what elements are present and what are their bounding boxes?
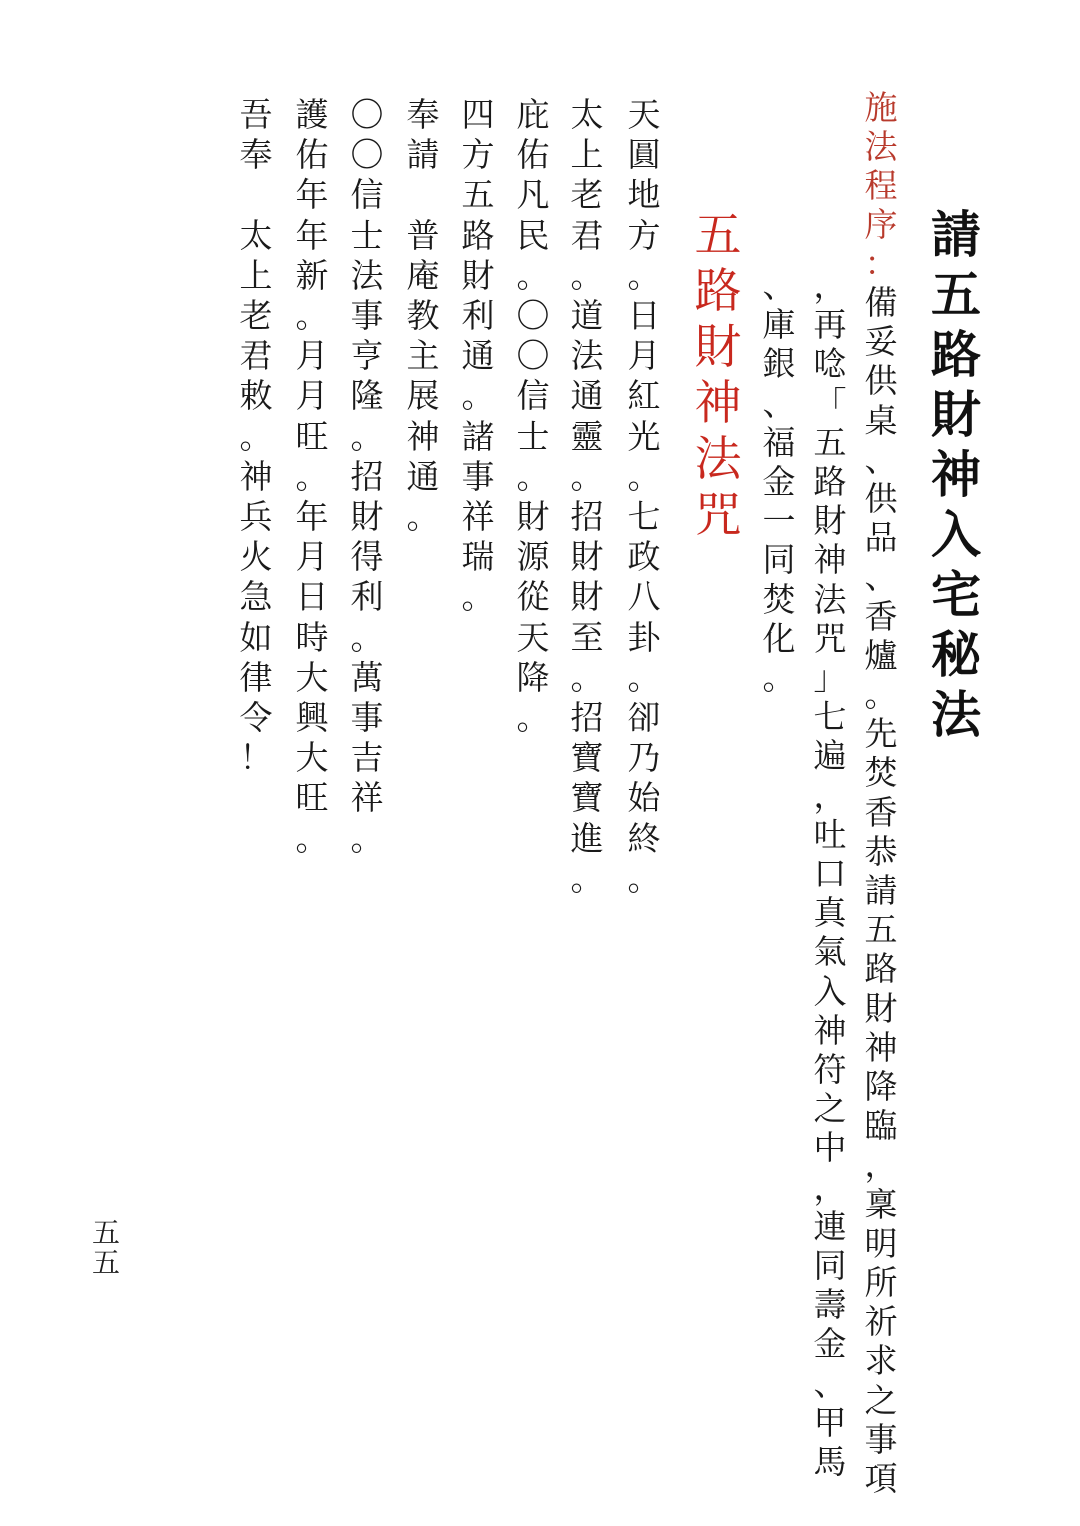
procedure-line-1-char: 妥 — [864, 322, 898, 362]
spell-line-2-char: 法 — [570, 336, 604, 376]
spell-line-6-char: 信 — [350, 175, 384, 215]
spell-line-2-char: 靈 — [570, 416, 604, 456]
spell-line-1-char: 。 — [627, 858, 661, 898]
spell-line-8-char: 太 — [239, 215, 273, 255]
spell-line-3 — [509, 95, 557, 738]
spell-line-5-char: 。 — [406, 497, 440, 537]
spell-line-2-char: 招 — [570, 698, 604, 738]
procedure-line-2-char: 甲 — [813, 1402, 847, 1442]
spell-line-3-char: 佑 — [516, 135, 550, 175]
spell-title-char: 神 — [694, 376, 742, 431]
page-number — [88, 1218, 124, 1278]
procedure-line-2-char: 真 — [813, 893, 847, 933]
spell-line-3-char: 民 — [516, 215, 550, 255]
spell-line-7-char: 旺 — [295, 778, 329, 818]
spell-line-3-char: 士 — [516, 416, 550, 456]
spell-line-1 — [620, 95, 668, 899]
spell-line-1-char: 地 — [627, 175, 661, 215]
spell-line-6-char: 。 — [350, 617, 384, 657]
procedure-line-1-char: 求 — [864, 1341, 898, 1381]
spell-line-5-char: 奉 — [406, 95, 440, 134]
spell-line-1-char: 。 — [627, 255, 661, 295]
spell-title-char: 咒 — [694, 488, 742, 543]
procedure-paragraph — [857, 88, 905, 1498]
spell-line-4-char: 方 — [461, 135, 495, 175]
spell-line-6-char: 〇 — [350, 135, 384, 175]
spell-line-1-char: 紅 — [627, 376, 661, 416]
spell-line-6 — [343, 95, 391, 859]
page-title-char: 宅 — [931, 566, 981, 624]
procedure-label-char: 序 — [864, 205, 898, 244]
procedure-line-1-char: 桌 — [864, 400, 898, 440]
spell-line-6-char: 亨 — [350, 336, 384, 376]
procedure-line-1-char: 品 — [864, 518, 898, 558]
spell-line-6-char: 利 — [350, 577, 384, 617]
spell-line-5-char: 通 — [406, 456, 440, 496]
spell-line-4-char: 。 — [461, 577, 495, 617]
procedure-line-3-char: 福 — [762, 422, 796, 462]
procedure-line-3 — [755, 266, 803, 697]
spell-line-8-char: 敕 — [239, 376, 273, 416]
spell-line-1-char: 終 — [627, 818, 661, 858]
spell-line-3-char: 降 — [516, 657, 550, 697]
page-title-char: 神 — [931, 446, 981, 504]
procedure-line-2-char: 咒 — [813, 618, 847, 658]
spell-line-6-char: 。 — [350, 818, 384, 858]
procedure-label-char: 程 — [864, 166, 898, 205]
procedure-line-2-char: 再 — [813, 305, 847, 345]
spell-line-2-char: 財 — [570, 537, 604, 577]
procedure-line-2-char: 、 — [813, 1363, 847, 1403]
spell-line-8-char: 急 — [239, 577, 273, 617]
spell-line-6-char: 事 — [350, 698, 384, 738]
spell-line-2-char: 太 — [570, 95, 604, 134]
procedure-label-char: 法 — [864, 127, 898, 166]
spell-line-4 — [454, 95, 502, 618]
spell-line-2-char: 上 — [570, 135, 604, 175]
spell-line-6-char: 法 — [350, 255, 384, 295]
spell-line-2-char: 至 — [570, 617, 604, 657]
procedure-label — [865, 88, 898, 283]
procedure-line-1-char: 項 — [864, 1459, 898, 1499]
procedure-label-char: 施 — [864, 88, 898, 127]
procedure-line-2-char: 金 — [813, 1324, 847, 1364]
page-title-char: 財 — [931, 386, 981, 444]
spell-line-2-char: 。 — [570, 255, 604, 295]
procedure-line-2-char: 吐 — [813, 814, 847, 854]
procedure-line-3-char: 金 — [762, 462, 796, 502]
spell-line-5 — [399, 95, 447, 537]
spell-line-5-char: 教 — [406, 296, 440, 336]
procedure-line-3-char: 。 — [762, 658, 796, 698]
spell-line-1-char: 卻 — [627, 698, 661, 738]
procedure-line-1-char: 降 — [864, 1067, 898, 1107]
procedure-line-1-char: 焚 — [864, 753, 898, 793]
spell-line-7-char: 。 — [295, 456, 329, 496]
spell-line-2-char: 老 — [570, 175, 604, 215]
spell-line-5-char — [407, 175, 440, 215]
spell-line-2-char: 道 — [570, 296, 604, 336]
spell-line-7-char: 新 — [295, 255, 329, 295]
spell-line-4-char: 。 — [461, 376, 495, 416]
spell-line-7-char: 大 — [295, 657, 329, 697]
spell-line-6-char: 財 — [350, 497, 384, 537]
procedure-line-3-char: 銀 — [762, 344, 796, 384]
spell-title-char: 財 — [694, 320, 742, 375]
spell-line-1-char: 。 — [627, 456, 661, 496]
spell-line-7-char: 大 — [295, 738, 329, 778]
spell-line-3-char: 。 — [516, 698, 550, 738]
procedure-line-2-char: 財 — [813, 501, 847, 541]
procedure-line-2-char: 入 — [813, 971, 847, 1011]
procedure-line-3-char: 同 — [762, 540, 796, 580]
page-title-char: 秘 — [931, 626, 981, 684]
procedure-line-1-char: 供 — [864, 361, 898, 401]
spell-line-8-char: ！ — [239, 738, 273, 778]
procedure-line-2-char: 五 — [813, 422, 847, 462]
spell-line-4-char: 祥 — [461, 497, 495, 537]
procedure-line-2-char: 口 — [813, 854, 847, 894]
spell-line-4-char: 諸 — [461, 416, 495, 456]
spell-line-6-char: 萬 — [350, 657, 384, 697]
spell-line-4-char: 財 — [461, 255, 495, 295]
page-number-char: 五 — [91, 1216, 120, 1249]
procedure-line-2-char: ， — [813, 775, 847, 815]
spell-line-6-char: 士 — [350, 215, 384, 255]
spell-line-4-char: 四 — [461, 95, 495, 134]
spell-line-7-char: 年 — [295, 497, 329, 537]
spell-line-2-char: 。 — [570, 456, 604, 496]
procedure-line-2-char: 馬 — [813, 1442, 847, 1482]
spell-title-char: 五 — [694, 208, 742, 263]
procedure-line-1-char: 神 — [864, 1027, 898, 1067]
spell-line-1-char: 光 — [627, 416, 661, 456]
spell-title-char: 路 — [694, 264, 742, 319]
procedure-line-2-char: 」 — [813, 658, 847, 698]
spell-line-7-char: 月 — [295, 376, 329, 416]
page-title-char: 法 — [931, 686, 981, 744]
spell-line-8-char — [240, 175, 273, 215]
procedure-line-2-char: ， — [813, 266, 847, 305]
spell-line-1-char: 日 — [627, 296, 661, 336]
spell-line-7-char: 時 — [295, 617, 329, 657]
spell-line-1-char: 始 — [627, 778, 661, 818]
spell-line-1-char: 天 — [627, 95, 661, 134]
spell-line-7-char: 月 — [295, 537, 329, 577]
spell-line-6-char: 吉 — [350, 738, 384, 778]
spell-line-8-char: 老 — [239, 296, 273, 336]
spell-title-char: 法 — [694, 432, 742, 487]
procedure-line-1-char: 之 — [864, 1380, 898, 1420]
procedure-line-2-char: 之 — [813, 1089, 847, 1129]
procedure-line-2-char: 符 — [813, 1050, 847, 1090]
procedure-line-3-char: 庫 — [762, 305, 796, 345]
spell-line-6-char: 隆 — [350, 376, 384, 416]
procedure-line-2-char: 遍 — [813, 736, 847, 776]
procedure-line-1-char: 稟 — [864, 1184, 898, 1224]
spell-line-6-char: 得 — [350, 537, 384, 577]
procedure-line-1-char: 明 — [864, 1223, 898, 1263]
procedure-line-1-char: 供 — [864, 479, 898, 519]
spell-line-3-char: 。 — [516, 255, 550, 295]
spell-line-2-char: 寶 — [570, 738, 604, 778]
procedure-line-2-char: 同 — [813, 1246, 847, 1286]
page-number-char: 五 — [91, 1246, 120, 1279]
spell-line-1-char: 八 — [627, 577, 661, 617]
spell-line-1-char: 。 — [627, 657, 661, 697]
spell-line-2-char: 寶 — [570, 778, 604, 818]
procedure-line-1-char: 五 — [864, 910, 898, 950]
spell-line-7-char: 興 — [295, 698, 329, 738]
spell-line-7-char: 護 — [295, 95, 329, 134]
spell-line-3-char: 財 — [516, 497, 550, 537]
spell-line-3-char: 。 — [516, 456, 550, 496]
spell-line-8-char: 令 — [239, 698, 273, 738]
spell-line-7-char: 旺 — [295, 416, 329, 456]
procedure-label-char: ： — [864, 244, 898, 283]
procedure-line-2-char: 氣 — [813, 932, 847, 972]
spell-line-5-char: 庵 — [406, 255, 440, 295]
spell-line-8-char: 如 — [239, 617, 273, 657]
page-title-char: 入 — [931, 506, 981, 564]
spell-line-4-char: 利 — [461, 296, 495, 336]
spell-line-1-char: 卦 — [627, 617, 661, 657]
procedure-line-1 — [865, 283, 898, 1498]
spell-line-1-char: 方 — [627, 215, 661, 255]
procedure-line-2-char: 中 — [813, 1128, 847, 1168]
spell-line-6-char: 招 — [350, 456, 384, 496]
procedure-line-2-char: 神 — [813, 540, 847, 580]
spell-line-2 — [563, 95, 611, 899]
procedure-line-1-char: 香 — [864, 792, 898, 832]
spell-line-6-char: 。 — [350, 416, 384, 456]
spell-line-4-char: 通 — [461, 336, 495, 376]
spell-line-3-char: 從 — [516, 577, 550, 617]
page-title-char: 五 — [931, 266, 981, 324]
procedure-line-2 — [806, 266, 854, 1481]
spell-line-2-char: 君 — [570, 215, 604, 255]
spell-line-2-char: 財 — [570, 577, 604, 617]
spell-line-1-char: 乃 — [627, 738, 661, 778]
procedure-line-2-char: 路 — [813, 462, 847, 502]
procedure-line-1-char: 香 — [864, 596, 898, 636]
spell-line-3-char: 信 — [516, 376, 550, 416]
spell-line-5-char: 普 — [406, 215, 440, 255]
spell-line-4-char: 路 — [461, 215, 495, 255]
spell-line-1-char: 圓 — [627, 135, 661, 175]
procedure-line-1-char: 、 — [864, 439, 898, 479]
spell-line-8-char: 神 — [239, 456, 273, 496]
spell-line-5-char: 主 — [406, 336, 440, 376]
spell-line-8-char: 律 — [239, 657, 273, 697]
procedure-line-2-char: 「 — [813, 383, 847, 423]
page-title — [926, 205, 986, 745]
spell-line-5-char: 請 — [406, 135, 440, 175]
spell-line-7-char: 年 — [295, 215, 329, 255]
spell-line-3-char: 源 — [516, 537, 550, 577]
spell-line-8-char: 。 — [239, 416, 273, 456]
spell-line-2-char: 招 — [570, 497, 604, 537]
spell-line-7-char: 年 — [295, 175, 329, 215]
procedure-line-2-char: 壽 — [813, 1285, 847, 1325]
procedure-line-1-char: 事 — [864, 1419, 898, 1459]
spell-line-8-char: 上 — [239, 255, 273, 295]
procedure-line-1-char: 恭 — [864, 831, 898, 871]
spell-line-4-char: 五 — [461, 175, 495, 215]
procedure-line-2-char: 連 — [813, 1206, 847, 1246]
spell-line-1-char: 月 — [627, 336, 661, 376]
procedure-line-1-char: 備 — [864, 283, 898, 322]
procedure-line-1-char: 祈 — [864, 1302, 898, 1342]
procedure-line-2-char: 七 — [813, 697, 847, 737]
procedure-line-2-char: 唸 — [813, 344, 847, 384]
spell-line-7-char: 月 — [295, 336, 329, 376]
spell-line-6-char: 事 — [350, 296, 384, 336]
procedure-line-2-char: ， — [813, 1167, 847, 1207]
spell-title — [688, 208, 748, 544]
procedure-line-1-char: 爐 — [864, 635, 898, 675]
procedure-line-2-char: 神 — [813, 1010, 847, 1050]
spell-line-1-char: 政 — [627, 537, 661, 577]
spell-line-8-char: 奉 — [239, 135, 273, 175]
spell-line-3-char: 〇 — [516, 336, 550, 376]
spell-line-2-char: 。 — [570, 858, 604, 898]
spell-line-8-char: 火 — [239, 537, 273, 577]
spell-line-7-char: 。 — [295, 296, 329, 336]
spell-line-8-char: 兵 — [239, 497, 273, 537]
procedure-line-3-char: 化 — [762, 618, 796, 658]
procedure-line-1-char: 。 — [864, 675, 898, 715]
spell-line-4-char: 事 — [461, 456, 495, 496]
procedure-line-1-char: 所 — [864, 1263, 898, 1303]
spell-line-7 — [288, 95, 336, 859]
spell-line-3-char: 天 — [516, 617, 550, 657]
spell-line-2-char: 。 — [570, 657, 604, 697]
spell-line-5-char: 神 — [406, 416, 440, 456]
spell-line-7-char: 佑 — [295, 135, 329, 175]
spell-line-6-char: 祥 — [350, 778, 384, 818]
procedure-line-1-char: 路 — [864, 949, 898, 989]
spell-line-3-char: 凡 — [516, 175, 550, 215]
procedure-line-1-char: 財 — [864, 988, 898, 1028]
procedure-line-3-char: 、 — [762, 266, 796, 305]
procedure-line-1-char: 臨 — [864, 1106, 898, 1146]
procedure-line-1-char: 先 — [864, 714, 898, 754]
spell-line-5-char: 展 — [406, 376, 440, 416]
spell-line-7-char: 日 — [295, 577, 329, 617]
spell-line-8 — [232, 95, 280, 778]
procedure-line-1-char: ， — [864, 1145, 898, 1185]
spell-line-4-char: 瑞 — [461, 537, 495, 577]
spell-line-2-char: 通 — [570, 376, 604, 416]
page-title-char: 路 — [931, 326, 981, 384]
spell-line-8-char: 君 — [239, 336, 273, 376]
spell-line-3-char: 〇 — [516, 296, 550, 336]
procedure-line-2-char: 法 — [813, 579, 847, 619]
procedure-line-3-char: 焚 — [762, 579, 796, 619]
spell-line-7-char: 。 — [295, 818, 329, 858]
spell-line-1-char: 七 — [627, 497, 661, 537]
spell-line-6-char: 〇 — [350, 95, 384, 134]
page-title-char: 請 — [931, 206, 981, 264]
procedure-line-3-char: 一 — [762, 501, 796, 541]
spell-line-3-char: 庇 — [516, 95, 550, 134]
spell-line-2-char: 進 — [570, 818, 604, 858]
procedure-line-1-char: 、 — [864, 557, 898, 597]
procedure-line-1-char: 請 — [864, 871, 898, 911]
procedure-line-3-char: 、 — [762, 383, 796, 423]
spell-line-8-char: 吾 — [239, 95, 273, 134]
